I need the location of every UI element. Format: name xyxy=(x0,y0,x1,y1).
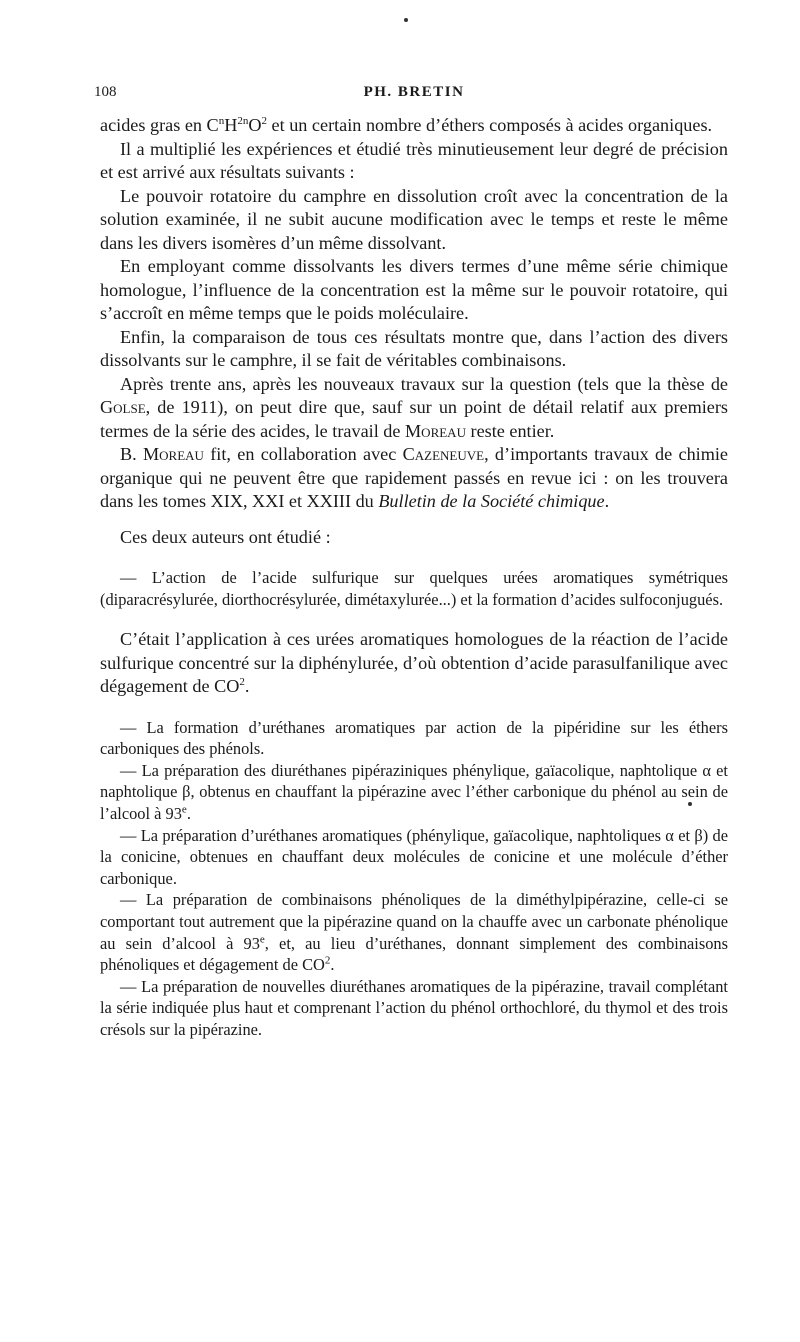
text-run: Après trente ans, après les nouveaux travaux sur la question (tels que la thèse de xyxy=(120,373,728,394)
text-run: — La préparation des diuréthanes pipéraziniques phénylique, gaïacolique, naphtolique α et naphtolique β, obtenus en chauffant la pipérazine avec l’éther carbonique du phénol au sein de l’alcool à 93 xyxy=(100,760,728,824)
paragraph-5: Enfin, la comparaison de tous ces résultats montre que, dans l’action des divers dissolvants sur le camphre, il se fait de véritables combinaisons. xyxy=(100,326,728,370)
text-run: — La préparation de combinaisons phénoliques de la diméthylpipérazine, celle-ci se comportant tout autrement que la pipérazine quand on la chauffe avec un carbonate phénolique au sein d’alcool à 93 xyxy=(100,890,728,953)
author-name: Golse xyxy=(100,397,146,417)
text-run: , de 1911), on peut dire que, sauf sur un point de détail relatif aux premiers termes de la série des acides, le travail de xyxy=(100,397,728,441)
paragraph-2: Il a multiplié les expériences et étudié très minutieusement leur degré de précision et est arrivé aux résultats suivants : xyxy=(100,138,728,182)
paragraph-13: — La préparation d’uréthanes aromatiques (phénylique, gaïacolique, naphtoliques α et β) de la conicine, obtenues en chauffant deux molécules de conicine et une molécule d’éther carbonique. xyxy=(100,825,728,888)
paragraph-12 xyxy=(100,760,728,825)
text-run: , d’importants travaux de chimie organique qui ne peuvent être que rapidement passés en revue ici : on les trouvera dans les tomes XIX, XXI et XXIII du xyxy=(100,444,728,511)
superscript: 2 xyxy=(324,954,331,967)
document-page xyxy=(94,80,728,1041)
paragraph-11: — La formation d’uréthanes aromatiques par action de la pipéridine sur les éthers carboniques des phénols. xyxy=(100,717,728,759)
text-run: . xyxy=(330,955,335,975)
paragraph-1 xyxy=(100,114,728,138)
text-run: . xyxy=(604,491,610,511)
running-head: PH. BRETIN xyxy=(363,84,465,100)
superscript: n xyxy=(218,114,225,127)
text-run: B. xyxy=(120,444,143,464)
print-speck xyxy=(688,802,692,806)
main-text xyxy=(100,114,728,567)
text-run: . xyxy=(186,804,191,824)
journal-title: Bulletin de la Société chimique xyxy=(378,491,605,511)
print-speck xyxy=(404,18,408,22)
list-section-2 xyxy=(100,717,728,1041)
text-run: H xyxy=(224,115,238,135)
text-run: acides gras en C xyxy=(100,115,219,135)
author-name: Moreau xyxy=(142,444,204,464)
superscript: e xyxy=(181,803,187,816)
text-run: O xyxy=(248,115,262,135)
text-run: reste entier. xyxy=(465,420,555,441)
paragraph-14 xyxy=(100,889,728,975)
superscript: e xyxy=(259,933,265,946)
list-section-1 xyxy=(100,567,728,610)
text-run: . xyxy=(244,676,250,697)
text-run: C’était l’application à ces urées aromatiques homologues de la réaction de l’acide sulfurique concentré sur la diphénylurée, d’où obtention d’acide parasulfanilique avec dégagement de CO xyxy=(100,629,728,697)
paragraph-4: En employant comme dissolvants les divers termes d’une même série chimique homologue, l’influence de la concentration est la même sur le pouvoir rotatoire, qui s’accroît en même temps que le poids moléculaire. xyxy=(100,256,728,323)
page-header xyxy=(94,80,728,114)
author-name: Cazeneuve xyxy=(402,444,485,464)
paragraph-9: — L’action de l’acide sulfurique sur quelques urées aromatiques symétriques (diparacrésylurée, diorthocrésylurée, dimétaxylurée...) et la formation d’acides sulfoconjugués. xyxy=(100,568,728,609)
superscript: 2 xyxy=(239,676,245,689)
paragraph-6 xyxy=(100,373,728,444)
paragraph-7 xyxy=(100,443,728,514)
paragraph-10 xyxy=(100,628,728,699)
page-number: 108 xyxy=(94,84,117,100)
paragraph-3: Le pouvoir rotatoire du camphre en dissolution croît avec la concentration de la solution examinée, il ne subit aucune modification avec le temps et reste le même dans les divers isomères d’un même dissolvant. xyxy=(100,185,728,253)
paragraph-15: — La préparation de nouvelles diuréthanes aromatiques de la pipérazine, travail complétant la série indiquée plus haut et comprenant l’action du phénol orthochloré, du thymol et des trois crésols sur la pipérazine. xyxy=(100,976,728,1039)
author-name: Moreau xyxy=(405,420,466,441)
paragraph-8: Ces deux auteurs ont étudié : xyxy=(120,526,331,547)
main-text-2 xyxy=(100,628,728,699)
text-run: , et, au lieu d’uréthanes, donnant simplement des combinaisons phénoliques et dégagement de CO xyxy=(100,933,728,975)
text-run: et un certain nombre d’éthers composés à acides organiques. xyxy=(266,115,713,135)
superscript: 2n xyxy=(237,114,249,127)
superscript: 2 xyxy=(261,114,267,127)
text-run: fit, en collaboration avec xyxy=(203,444,403,464)
